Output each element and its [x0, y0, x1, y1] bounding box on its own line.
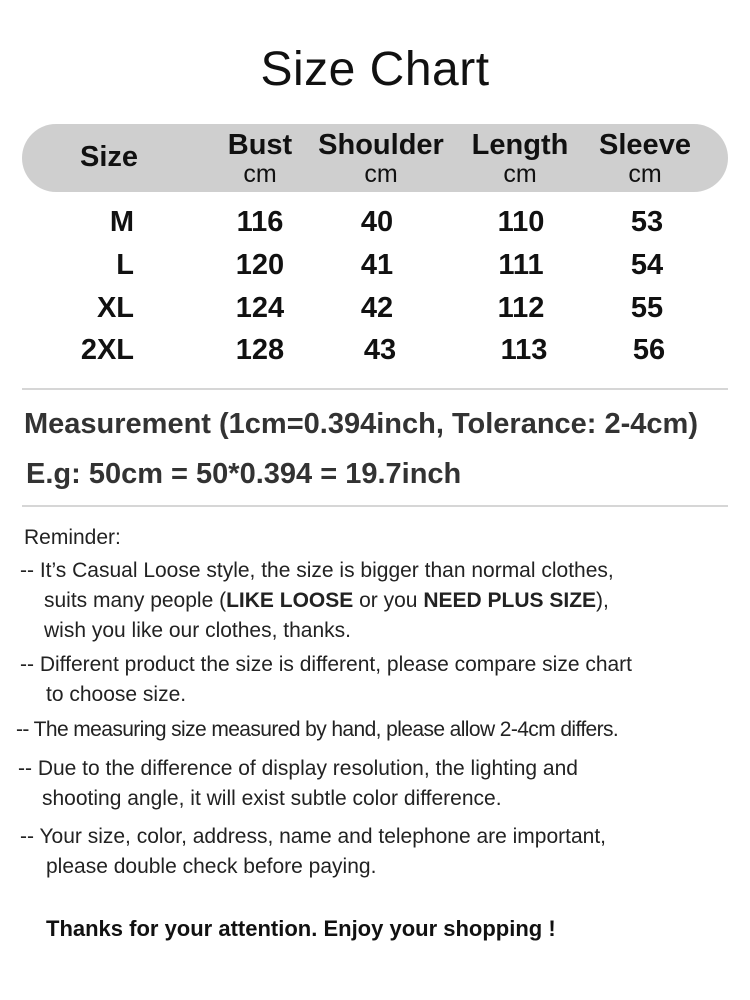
bust-column-header [218, 130, 302, 188]
reminder-line: to choose size. [46, 683, 187, 706]
shoulder-header-unit: cm [364, 160, 398, 188]
length-cell: 112 [497, 292, 545, 324]
reminder-text: ), [596, 589, 609, 612]
reminder-emphasis: LIKE LOOSE [226, 589, 354, 612]
shoulder-column-header [314, 130, 448, 188]
length-header-label: Length [471, 129, 569, 161]
page-title: Size Chart [260, 43, 490, 96]
bust-header-unit: cm [243, 160, 277, 188]
reminder-line: -- It’s Casual Loose style, the size is bigger than normal clothes, [20, 559, 614, 582]
shoulder-cell: 40 [360, 206, 394, 238]
length-column-header [468, 130, 572, 188]
reminder-item [18, 754, 738, 814]
divider [22, 505, 728, 507]
reminder-item [20, 650, 740, 710]
reminder-line: shooting angle, it will exist subtle color difference. [42, 787, 502, 810]
sleeve-cell: 53 [630, 206, 664, 238]
reminder-line [20, 586, 740, 616]
shoulder-header-label: Shoulder [318, 129, 444, 161]
length-cell: 110 [497, 206, 545, 238]
sleeve-column-header [592, 130, 698, 188]
length-cell: 113 [500, 334, 548, 366]
sleeve-cell: 56 [632, 334, 666, 366]
divider [22, 388, 728, 390]
size-cell: XL [96, 292, 134, 324]
measurement-note: Measurement (1cm=0.394inch, Tolerance: 2-4cm) [24, 408, 698, 440]
bust-cell: 120 [235, 249, 285, 281]
size-column-header: Size [80, 141, 139, 173]
reminder-line: -- Different product the size is different, please compare size chart [20, 653, 633, 676]
shoulder-cell: 41 [360, 249, 394, 281]
shoulder-cell: 42 [360, 292, 394, 324]
bust-cell: 124 [235, 292, 285, 324]
length-cell: 111 [498, 249, 544, 281]
reminder-item [20, 556, 740, 646]
reminder-emphasis: NEED PLUS SIZE [423, 589, 597, 612]
reminder-line: -- Your size, color, address, name and telephone are important, [20, 825, 607, 848]
shoulder-cell: 43 [363, 334, 397, 366]
reminder-item: -- The measuring size measured by hand, please allow 2-4cm differs. [16, 718, 619, 741]
reminder-text: suits many people ( [44, 589, 227, 612]
reminder-line: -- Due to the difference of display resolution, the lighting and [18, 757, 578, 780]
reminder-line: wish you like our clothes, thanks. [44, 619, 351, 642]
sleeve-header-label: Sleeve [599, 129, 691, 161]
reminder-text: or you [353, 589, 424, 612]
reminder-line: please double check before paying. [46, 855, 377, 878]
bust-cell: 128 [235, 334, 285, 366]
size-cell: L [116, 249, 134, 281]
sleeve-cell: 54 [630, 249, 664, 281]
reminder-heading: Reminder: [24, 526, 121, 549]
sleeve-header-unit: cm [628, 160, 662, 188]
sleeve-cell: 55 [630, 292, 664, 324]
length-header-unit: cm [503, 160, 537, 188]
size-cell: M [109, 206, 134, 238]
size-cell: 2XL [80, 334, 134, 366]
conversion-example: E.g: 50cm = 50*0.394 = 19.7inch [26, 458, 462, 490]
thanks-message: Thanks for your attention. Enjoy your shopping ! [46, 916, 556, 941]
reminder-item [20, 822, 740, 882]
bust-cell: 116 [236, 206, 284, 238]
bust-header-label: Bust [227, 129, 293, 161]
